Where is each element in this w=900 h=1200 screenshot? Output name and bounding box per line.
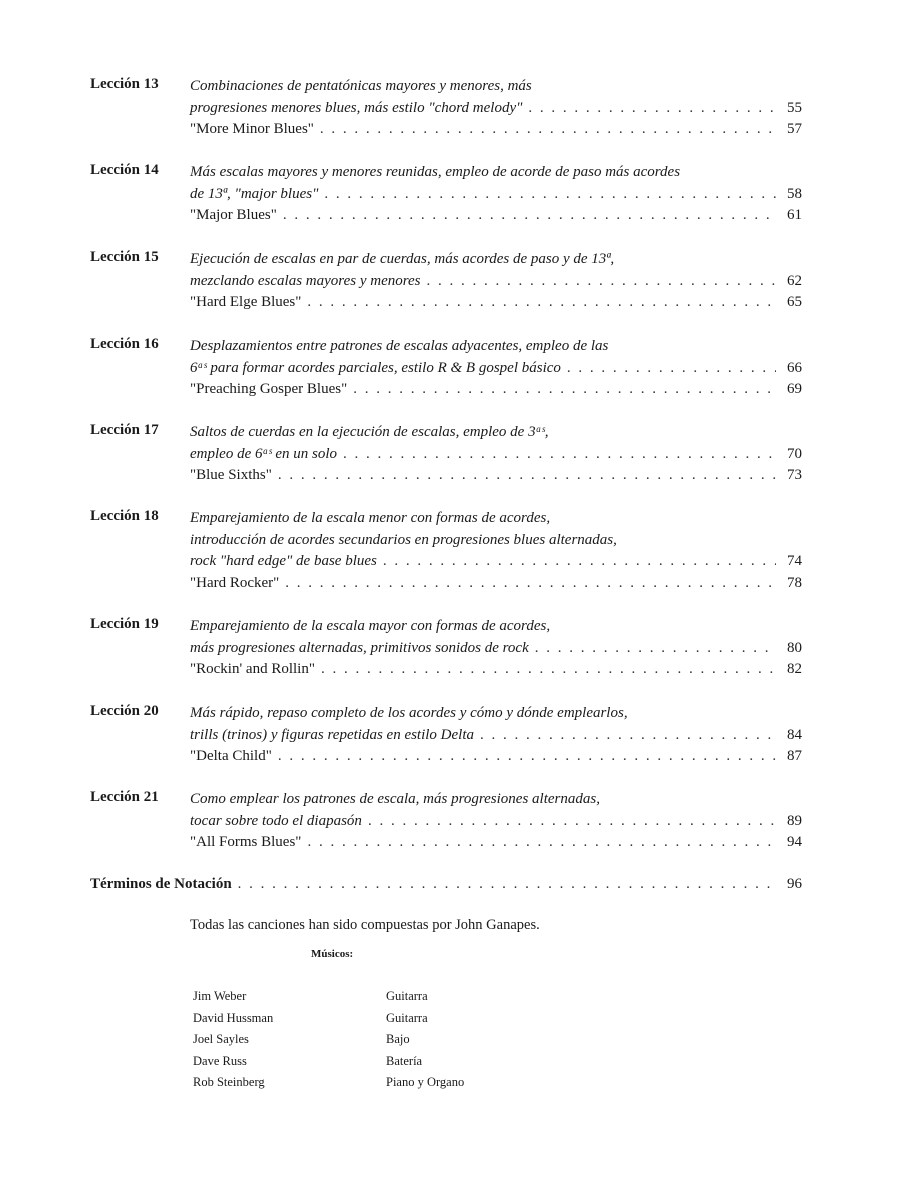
lesson-topic-line bbox=[190, 76, 802, 98]
lesson-label: Lección 14 bbox=[90, 162, 159, 178]
lesson-topic-line bbox=[190, 444, 802, 466]
song-title-line bbox=[190, 832, 802, 854]
lesson-description bbox=[190, 162, 802, 227]
lesson-topic-line bbox=[190, 184, 802, 206]
notation-terms-label: Términos de Notación bbox=[90, 876, 232, 892]
lesson-label: Lección 17 bbox=[90, 422, 159, 438]
song-title: "More Minor Blues" bbox=[190, 121, 314, 137]
dot-leader bbox=[528, 98, 776, 120]
song-title: "Rockin' and Rollin" bbox=[190, 661, 315, 677]
lesson-label: Lección 18 bbox=[90, 508, 159, 524]
topic-text: Más rápido, repaso completo de los acordes y cómo y dónde emplearlos, bbox=[190, 705, 628, 721]
dot-leader bbox=[307, 292, 776, 314]
song-title: "Major Blues" bbox=[190, 207, 277, 223]
dot-leader bbox=[353, 379, 776, 401]
lesson-topic-line bbox=[190, 616, 802, 638]
song-title: "All Forms Blues" bbox=[190, 834, 302, 850]
topic-text: empleo de 6ᵃˢ en un solo bbox=[190, 445, 338, 462]
lesson-topic-line bbox=[190, 249, 802, 271]
dot-leader bbox=[321, 659, 776, 681]
lesson-description bbox=[190, 76, 802, 141]
lesson-label: Lección 20 bbox=[90, 703, 159, 719]
musician-instrument: Guitarra bbox=[386, 989, 428, 1003]
lesson-label: Lección 19 bbox=[90, 616, 159, 632]
lesson-topic-line bbox=[190, 530, 802, 552]
dot-leader bbox=[324, 184, 776, 206]
lesson-topic-line bbox=[190, 162, 802, 184]
page-number: 62 bbox=[787, 272, 802, 289]
musician-instrument: Guitarra bbox=[386, 1010, 428, 1025]
dot-leader bbox=[368, 811, 776, 833]
song-title: "Preaching Gosper Blues" bbox=[190, 381, 348, 397]
page-number: 61 bbox=[787, 207, 802, 223]
lesson-topic-line bbox=[190, 551, 802, 573]
page-number: 65 bbox=[787, 294, 802, 310]
page-number: 80 bbox=[787, 639, 802, 656]
page-number: 55 bbox=[787, 99, 802, 116]
song-title-line bbox=[190, 659, 802, 681]
topic-text: mezclando escalas mayores y menores bbox=[190, 272, 421, 289]
page-number: 73 bbox=[787, 467, 802, 483]
page-number: 94 bbox=[787, 834, 802, 850]
topic-text: Saltos de cuerdas en la ejecución de escalas, empleo de 3ᵃˢ, bbox=[190, 424, 549, 440]
dot-leader bbox=[480, 725, 776, 747]
lesson-description bbox=[190, 508, 802, 594]
musician-instrument: Bajo bbox=[386, 1032, 410, 1046]
musician-name: Rob Steinberg bbox=[193, 1075, 265, 1089]
lesson-label: Lección 13 bbox=[90, 76, 159, 92]
musician-instrument: Batería bbox=[386, 1053, 423, 1068]
lesson-topic-line bbox=[190, 336, 802, 358]
dot-leader bbox=[307, 832, 776, 854]
lesson-description bbox=[190, 249, 802, 314]
dot-leader bbox=[283, 205, 776, 227]
lesson-topic-line bbox=[190, 358, 802, 380]
topic-text: rock "hard edge" de base blues bbox=[190, 553, 377, 569]
dot-leader bbox=[535, 638, 776, 660]
topic-text: introducción de acordes secundarios en progresiones blues alternadas, bbox=[190, 531, 617, 548]
musician-name: Dave Russ bbox=[193, 1053, 247, 1068]
musician-name: Jim Weber bbox=[193, 989, 247, 1003]
topic-text: progresiones menores blues, más estilo "chord melody" bbox=[190, 99, 523, 116]
topic-text: Emparejamiento de la escala menor con formas de acordes, bbox=[190, 510, 551, 526]
page-number: 57 bbox=[787, 121, 802, 137]
lesson-label: Lección 16 bbox=[90, 336, 159, 352]
lesson-description bbox=[190, 789, 802, 854]
lesson-description bbox=[190, 422, 802, 487]
page-number: 82 bbox=[787, 661, 802, 677]
page-number: 87 bbox=[787, 748, 802, 764]
topic-text: de 13ª, "major blues" bbox=[190, 185, 319, 202]
lesson-label: Lección 21 bbox=[90, 789, 159, 805]
dot-leader bbox=[278, 465, 776, 487]
lesson-description bbox=[190, 336, 802, 401]
musicians-heading: Músicos: bbox=[311, 948, 354, 960]
topic-text: Más escalas mayores y menores reunidas, empleo de acorde de paso más acordes bbox=[190, 164, 681, 180]
topic-text: Desplazamientos entre patrones de escalas adyacentes, empleo de las bbox=[190, 338, 609, 354]
topic-text: Ejecución de escalas en par de cuerdas, más acordes de paso y de 13ª, bbox=[190, 251, 615, 267]
lesson-topic-line bbox=[190, 422, 802, 444]
song-title-line bbox=[190, 573, 802, 595]
lesson-topic-line bbox=[190, 98, 802, 120]
lesson-topic-line bbox=[190, 638, 802, 660]
song-title: "Hard Elge Blues" bbox=[190, 294, 302, 310]
lesson-topic-line bbox=[190, 811, 802, 833]
page-number: 96 bbox=[787, 876, 802, 892]
lesson-topic-line bbox=[190, 725, 802, 747]
lesson-description bbox=[190, 703, 802, 768]
song-title: "Delta Child" bbox=[190, 748, 272, 764]
page-number: 69 bbox=[787, 381, 802, 397]
musician-name: David Hussman bbox=[193, 1010, 274, 1025]
page-number: 89 bbox=[787, 812, 802, 829]
topic-text: Como emplear los patrones de escala, más progresiones alternadas, bbox=[190, 791, 600, 807]
topic-text: tocar sobre todo el diapasón bbox=[190, 812, 362, 829]
lesson-topic-line bbox=[190, 703, 802, 725]
dot-leader bbox=[567, 358, 776, 380]
dot-leader bbox=[343, 444, 776, 466]
lesson-topic-line bbox=[190, 789, 802, 811]
page-number: 70 bbox=[787, 445, 802, 462]
musician-instrument: Piano y Organo bbox=[386, 1075, 465, 1089]
dot-leader bbox=[238, 874, 776, 896]
dot-leader bbox=[320, 119, 776, 141]
topic-text: más progresiones alternadas, primitivos sonidos de rock bbox=[190, 639, 529, 656]
song-title-line bbox=[190, 205, 802, 227]
song-title: "Hard Rocker" bbox=[190, 574, 280, 591]
lesson-description bbox=[190, 616, 802, 681]
dot-leader bbox=[285, 573, 776, 595]
dot-leader bbox=[383, 551, 776, 573]
dot-leader bbox=[278, 746, 776, 768]
song-title-line bbox=[190, 746, 802, 768]
song-title-line bbox=[190, 292, 802, 314]
topic-text: Combinaciones de pentatónicas mayores y menores, más bbox=[190, 78, 532, 94]
lesson-topic-line bbox=[190, 508, 802, 530]
dot-leader bbox=[427, 271, 776, 293]
composer-credit: Todas las canciones han sido compuestas por John Ganapes. bbox=[190, 917, 540, 933]
musician-name: Joel Sayles bbox=[193, 1032, 249, 1046]
page-number: 66 bbox=[787, 359, 802, 376]
notation-terms-entry bbox=[90, 874, 802, 896]
song-title-line bbox=[190, 379, 802, 401]
page-number: 78 bbox=[787, 574, 802, 591]
song-title-line bbox=[190, 119, 802, 141]
page-number: 74 bbox=[787, 553, 802, 569]
lesson-label: Lección 15 bbox=[90, 249, 159, 265]
lesson-topic-line bbox=[190, 271, 802, 293]
topic-text: 6ᵃˢ para formar acordes parciales, estilo R & B gospel básico bbox=[190, 359, 561, 376]
topic-text: Emparejamiento de la escala mayor con formas de acordes, bbox=[190, 618, 551, 634]
page-number: 58 bbox=[787, 185, 802, 202]
song-title: "Blue Sixths" bbox=[190, 467, 272, 483]
page-number: 84 bbox=[787, 726, 802, 743]
topic-text: trills (trinos) y figuras repetidas en estilo Delta bbox=[190, 726, 475, 743]
song-title-line bbox=[190, 465, 802, 487]
